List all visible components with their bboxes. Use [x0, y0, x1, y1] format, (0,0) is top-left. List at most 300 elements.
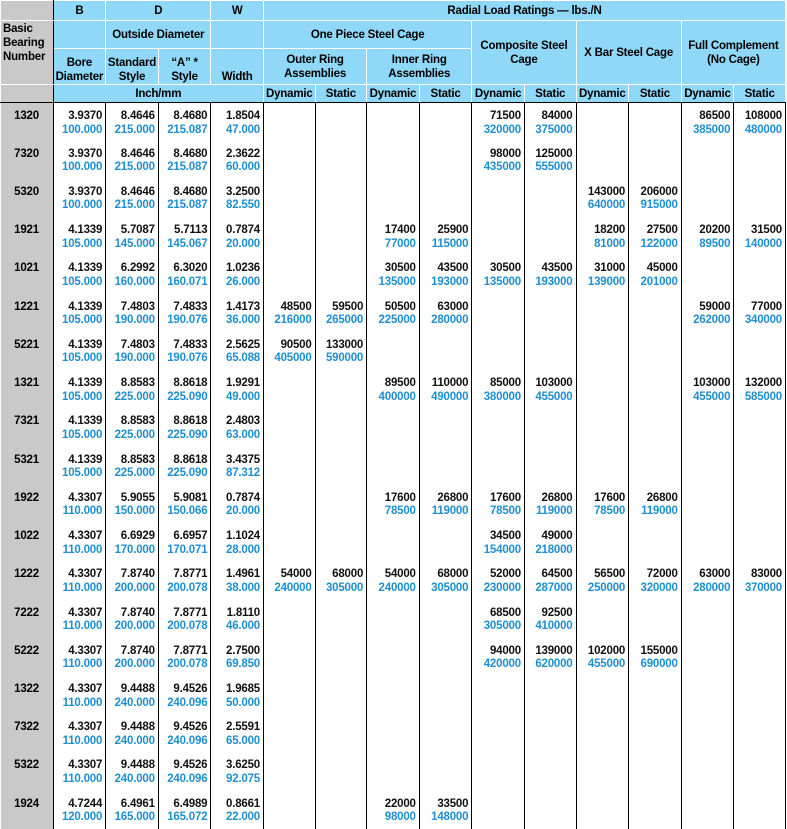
inner-dynamic-cell — [367, 332, 420, 370]
od-standard-cell — [106, 103, 159, 141]
bore-spacer — [53, 21, 106, 49]
od-a-style-cell — [158, 676, 211, 714]
imperial-value: 7.4803 — [120, 300, 155, 313]
metric-value: 150.066 — [167, 505, 208, 518]
full-static-cell — [734, 676, 786, 714]
imperial-value: 3.4375 — [226, 453, 260, 466]
inner-static-cell — [419, 255, 472, 293]
outer-dynamic-cell — [263, 447, 315, 485]
metric-value: 216000 — [274, 314, 312, 327]
od-a-style-cell — [158, 561, 211, 599]
metric-value: 305000 — [431, 581, 469, 594]
imperial-value: 43500 — [541, 262, 573, 275]
composite-dynamic-cell — [472, 370, 525, 408]
metric-value: 225000 — [378, 314, 416, 327]
composite-static-cell — [524, 523, 576, 561]
od-standard-cell — [106, 600, 159, 638]
full-dynamic-cell — [681, 179, 734, 217]
width-cell — [211, 217, 264, 255]
xbar-dynamic-cell — [576, 294, 629, 332]
metric-value: 77000 — [384, 237, 416, 250]
metric-value: 110.000 — [62, 620, 103, 633]
full-static-cell — [734, 485, 786, 523]
composite-static-cell — [524, 179, 576, 217]
bearing-number: 5222 — [1, 638, 54, 676]
imperial-value: 2.5625 — [226, 338, 260, 351]
table-row — [1, 103, 786, 141]
full-static-cell — [734, 447, 786, 485]
imperial-value: 7.4833 — [173, 300, 208, 313]
width-cell — [211, 523, 264, 561]
composite-dynamic-cell — [472, 103, 525, 141]
metric-value: 105.000 — [62, 390, 103, 403]
composite-static-cell — [524, 714, 576, 752]
od-standard-cell — [106, 638, 159, 676]
xbar-static-cell — [629, 791, 682, 829]
width-cell — [211, 103, 264, 141]
imperial-value: 17600 — [384, 491, 416, 504]
full-dynamic-cell — [681, 370, 734, 408]
imperial-value: 103000 — [535, 377, 573, 390]
metric-value: 22.000 — [226, 811, 260, 824]
od-standard-cell — [106, 217, 159, 255]
inner-static-header: Static — [419, 85, 472, 103]
metric-value: 340000 — [744, 314, 782, 327]
metric-value: 240.000 — [114, 772, 155, 785]
od-a-style-cell — [158, 523, 211, 561]
imperial-value: 8.8618 — [173, 377, 208, 390]
basic-header-word: Number — [3, 51, 46, 63]
imperial-value: 0.7874 — [226, 491, 260, 504]
composite-dynamic-cell — [472, 294, 525, 332]
outer-dynamic-cell — [263, 141, 315, 179]
xbar-dynamic-cell — [576, 408, 629, 446]
od-standard-cell — [106, 370, 159, 408]
imperial-value: 26800 — [437, 491, 469, 504]
basic-number-header-top — [1, 1, 54, 21]
outer-dynamic-cell — [263, 370, 315, 408]
outer-static-cell — [315, 791, 367, 829]
bore-cell — [53, 638, 106, 676]
outer-static-cell — [315, 217, 367, 255]
outer-static-cell — [315, 714, 367, 752]
imperial-value: 9.4526 — [173, 759, 208, 772]
metric-value: 154000 — [483, 543, 521, 556]
metric-value: 110.000 — [62, 658, 103, 671]
imperial-value: 9.4526 — [173, 683, 208, 696]
composite-static-cell — [524, 294, 576, 332]
xbar-dynamic-cell — [576, 600, 629, 638]
imperial-value: 4.3307 — [68, 491, 103, 504]
full-static-cell — [734, 332, 786, 370]
metric-value: 915000 — [640, 199, 678, 212]
od-a-style-cell — [158, 447, 211, 485]
outer-static-cell — [315, 676, 367, 714]
width-cell — [211, 791, 264, 829]
composite-static-cell — [524, 408, 576, 446]
inner-static-cell — [419, 179, 472, 217]
metric-value: 105.000 — [62, 467, 103, 480]
imperial-value: 139000 — [535, 644, 573, 657]
outer-static-cell — [315, 103, 367, 141]
inner-static-cell — [419, 791, 472, 829]
imperial-value: 4.1339 — [68, 453, 103, 466]
metric-value: 215.000 — [114, 123, 155, 136]
width-cell — [211, 600, 264, 638]
metric-value: 82.550 — [226, 199, 260, 212]
od-standard-cell — [106, 485, 159, 523]
metric-value: 193000 — [431, 275, 469, 288]
xbar-static-cell — [629, 179, 682, 217]
xbar-dynamic-cell — [576, 370, 629, 408]
metric-value: 160.000 — [114, 275, 155, 288]
metric-value: 200.078 — [167, 581, 208, 594]
imperial-value: 1.9291 — [226, 377, 260, 390]
imperial-value: 2.4803 — [226, 415, 260, 428]
full-static-cell — [734, 523, 786, 561]
imperial-value: 59500 — [332, 300, 364, 313]
outer-dynamic-cell — [263, 600, 315, 638]
bore-cell — [53, 141, 106, 179]
imperial-value: 63000 — [437, 300, 469, 313]
metric-value: 380000 — [483, 390, 521, 403]
metric-value: 110.000 — [62, 696, 103, 709]
imperial-value: 6.4961 — [120, 797, 155, 810]
xbar-dynamic-cell — [576, 523, 629, 561]
bore-cell — [53, 255, 106, 293]
outer-static-cell — [315, 332, 367, 370]
outer-static-cell — [315, 294, 367, 332]
inner-dynamic-cell — [367, 676, 420, 714]
imperial-value: 54000 — [280, 568, 312, 581]
xbar-dynamic-cell — [576, 714, 629, 752]
metric-value: 190.076 — [167, 314, 208, 327]
inner-static-cell — [419, 676, 472, 714]
bore-cell — [53, 294, 106, 332]
outside-diameter-header: Outside Diameter — [106, 21, 211, 49]
inner-dynamic-cell — [367, 447, 420, 485]
imperial-value: 30500 — [489, 262, 521, 275]
imperial-value: 206000 — [640, 185, 678, 198]
metric-value: 215.087 — [167, 161, 208, 174]
imperial-value: 45000 — [646, 262, 678, 275]
imperial-value: 34500 — [489, 530, 521, 543]
metric-value: 200.078 — [167, 620, 208, 633]
composite-dynamic-cell — [472, 141, 525, 179]
od-a-style-cell — [158, 217, 211, 255]
inner-static-cell — [419, 408, 472, 446]
od-a-style-cell — [158, 600, 211, 638]
imperial-value: 102000 — [587, 644, 626, 657]
bearing-number: 1922 — [1, 485, 54, 523]
metric-value: 215.000 — [114, 161, 155, 174]
basic-number-header-bottom — [1, 85, 54, 103]
imperial-value: 6.6957 — [173, 530, 208, 543]
xbar-dynamic-cell — [576, 103, 629, 141]
composite-dynamic-cell — [472, 179, 525, 217]
metric-value: 225.000 — [114, 390, 155, 403]
composite-static-cell — [524, 752, 576, 790]
od-standard-cell — [106, 752, 159, 790]
composite-dynamic-cell — [472, 676, 525, 714]
inner-dynamic-cell — [367, 791, 420, 829]
metric-value: 455000 — [587, 658, 626, 671]
metric-value: 265000 — [325, 314, 364, 327]
metric-value: 280000 — [431, 314, 469, 327]
metric-value: 110.000 — [62, 581, 103, 594]
imperial-value: 1.8504 — [226, 110, 260, 122]
imperial-value: 6.4989 — [173, 797, 208, 810]
full-static-cell — [734, 217, 786, 255]
full-dynamic-cell — [681, 714, 734, 752]
od-standard-cell — [106, 714, 159, 752]
width-cell — [211, 638, 264, 676]
metric-value: 165.072 — [167, 811, 208, 824]
outer-dynamic-cell — [263, 561, 315, 599]
metric-value: 50.000 — [226, 696, 260, 709]
inner-static-cell — [419, 447, 472, 485]
bearing-number: 7320 — [1, 141, 54, 179]
metric-value: 490000 — [431, 390, 469, 403]
imperial-value: 7.4833 — [173, 338, 208, 351]
d-header: D — [106, 1, 211, 21]
metric-value: 160.071 — [167, 275, 208, 288]
metric-value: 455000 — [535, 390, 573, 403]
metric-value: 145.067 — [167, 237, 208, 250]
bearing-number: 1921 — [1, 217, 54, 255]
composite-static-cell — [524, 676, 576, 714]
inner-static-cell — [419, 217, 472, 255]
full-static-cell — [734, 255, 786, 293]
full-dynamic-cell — [681, 485, 734, 523]
full-dynamic-cell — [681, 103, 734, 141]
od-a-style-cell — [158, 332, 211, 370]
metric-value: 200.078 — [167, 658, 208, 671]
metric-value: 400000 — [378, 390, 416, 403]
imperial-value: 90500 — [280, 338, 312, 351]
table-row — [1, 217, 786, 255]
metric-value: 555000 — [535, 161, 573, 174]
metric-value: 200.000 — [114, 581, 155, 594]
full-static-cell — [734, 561, 786, 599]
metric-value: 320000 — [483, 123, 521, 136]
bearing-number: 5221 — [1, 332, 54, 370]
width-cell — [211, 485, 264, 523]
inner-dynamic-cell — [367, 370, 420, 408]
table-row — [1, 676, 786, 714]
inner-ring-header: Inner Ring Assemblies — [367, 49, 472, 85]
width-cell — [211, 332, 264, 370]
outer-dynamic-cell — [263, 217, 315, 255]
imperial-value: 4.3307 — [68, 530, 103, 543]
metric-value: 46.000 — [226, 620, 260, 633]
imperial-value: 8.4680 — [173, 147, 208, 160]
imperial-value: 71500 — [489, 110, 521, 122]
bore-cell — [53, 332, 106, 370]
metric-value: 81000 — [594, 237, 626, 250]
imperial-value: 8.4646 — [120, 147, 155, 160]
metric-value: 78500 — [489, 505, 521, 518]
imperial-value: 4.3307 — [68, 568, 103, 581]
metric-value: 190.076 — [167, 352, 208, 365]
od-a-style-cell — [158, 408, 211, 446]
metric-value: 250000 — [587, 581, 626, 594]
od-a-style-cell — [158, 638, 211, 676]
width-cell — [211, 447, 264, 485]
metric-value: 110.000 — [62, 734, 103, 747]
outer-dynamic-cell — [263, 638, 315, 676]
metric-value: 240.096 — [167, 734, 208, 747]
composite-dynamic-cell — [472, 523, 525, 561]
xbar-static-cell — [629, 294, 682, 332]
xbar-static-cell — [629, 103, 682, 141]
imperial-value: 8.8618 — [173, 415, 208, 428]
xbar-static-cell — [629, 676, 682, 714]
full-static-cell — [734, 600, 786, 638]
full-dynamic-cell — [681, 752, 734, 790]
full-dynamic-cell — [681, 791, 734, 829]
metric-value: 435000 — [483, 161, 521, 174]
table-row — [1, 255, 786, 293]
xbar-static-cell — [629, 332, 682, 370]
metric-value: 215.087 — [167, 199, 208, 212]
outer-dynamic-cell — [263, 791, 315, 829]
bore-cell — [53, 408, 106, 446]
imperial-value: 17400 — [384, 224, 416, 237]
full-static-cell — [734, 638, 786, 676]
imperial-value: 17600 — [489, 491, 521, 504]
metric-value: 47.000 — [226, 123, 260, 136]
basic-header-word: Bearing — [3, 37, 45, 49]
full-dynamic-cell — [681, 255, 734, 293]
od-standard-cell — [106, 523, 159, 561]
inner-dynamic-cell — [367, 485, 420, 523]
bearing-number: 7321 — [1, 408, 54, 446]
od-a-style-cell — [158, 791, 211, 829]
bore-cell — [53, 600, 106, 638]
metric-value: 135000 — [378, 275, 416, 288]
od-a-style-cell — [158, 179, 211, 217]
table-row — [1, 408, 786, 446]
metric-value: 240000 — [378, 581, 416, 594]
metric-value: 122000 — [640, 237, 678, 250]
composite-static-cell — [524, 255, 576, 293]
composite-static-cell — [524, 638, 576, 676]
composite-cage-header: Composite Steel Cage — [472, 21, 576, 85]
metric-value: 139000 — [587, 275, 626, 288]
xbar-cage-header: X Bar Steel Cage — [576, 21, 681, 85]
od-a-style-cell — [158, 103, 211, 141]
od-standard-cell — [106, 447, 159, 485]
standard-style-header: Standard Style — [106, 49, 159, 85]
imperial-value: 1.4173 — [226, 300, 260, 313]
bearing-number: 7222 — [1, 600, 54, 638]
imperial-value: 17600 — [594, 491, 626, 504]
metric-value: 78500 — [594, 505, 626, 518]
bearing-number: 1022 — [1, 523, 54, 561]
imperial-value: 9.4526 — [173, 721, 208, 734]
composite-dynamic-cell — [472, 791, 525, 829]
bearing-number: 1321 — [1, 370, 54, 408]
inner-static-cell — [419, 600, 472, 638]
full-dynamic-cell — [681, 561, 734, 599]
inner-dynamic-cell — [367, 217, 420, 255]
metric-value: 119000 — [641, 505, 678, 518]
composite-static-cell — [524, 791, 576, 829]
metric-value: 240.096 — [167, 696, 208, 709]
metric-value: 36.000 — [226, 314, 260, 327]
inner-dynamic-cell — [367, 103, 420, 141]
xbar-static-cell — [629, 714, 682, 752]
imperial-value: 132000 — [744, 377, 782, 390]
od-a-style-cell — [158, 714, 211, 752]
outer-static-cell — [315, 600, 367, 638]
imperial-value: 9.4488 — [120, 721, 155, 734]
metric-value: 420000 — [483, 658, 521, 671]
imperial-value: 27500 — [646, 224, 678, 237]
xbar-static-cell — [629, 447, 682, 485]
full-dynamic-header: Dynamic — [681, 85, 734, 103]
imperial-value: 68000 — [437, 568, 469, 581]
metric-value: 280000 — [693, 581, 731, 594]
xbar-dynamic-cell — [576, 255, 629, 293]
imperial-value: 7.8740 — [120, 606, 155, 619]
outer-dynamic-header: Dynamic — [263, 85, 315, 103]
outer-static-cell — [315, 255, 367, 293]
imperial-value: 2.5591 — [226, 721, 260, 734]
composite-dynamic-header: Dynamic — [472, 85, 525, 103]
a-style-header: “A” * Style — [158, 49, 211, 85]
od-standard-cell — [106, 255, 159, 293]
full-static-cell — [734, 103, 786, 141]
metric-value: 100.000 — [62, 123, 103, 136]
composite-static-header: Static — [524, 85, 576, 103]
outer-static-cell — [315, 638, 367, 676]
imperial-value: 8.8618 — [173, 453, 208, 466]
width-cell — [211, 561, 264, 599]
metric-value: 240.000 — [114, 696, 155, 709]
bore-cell — [53, 791, 106, 829]
metric-value: 20.000 — [226, 237, 260, 250]
full-static-cell — [734, 179, 786, 217]
imperial-value: 8.4646 — [120, 185, 155, 198]
metric-value: 370000 — [744, 581, 782, 594]
od-standard-cell — [106, 408, 159, 446]
outer-dynamic-cell — [263, 485, 315, 523]
imperial-value: 8.8583 — [120, 415, 155, 428]
w-header: W — [211, 1, 264, 21]
xbar-static-cell — [629, 255, 682, 293]
imperial-value: 6.6929 — [120, 530, 155, 543]
composite-static-cell — [524, 561, 576, 599]
imperial-value: 6.2992 — [120, 262, 155, 275]
xbar-dynamic-cell — [576, 141, 629, 179]
imperial-value: 7.8740 — [120, 644, 155, 657]
imperial-value: 26800 — [541, 491, 573, 504]
metric-value: 100.000 — [62, 161, 103, 174]
imperial-value: 63000 — [699, 568, 731, 581]
bearing-number: 5320 — [1, 179, 54, 217]
imperial-value: 56500 — [594, 568, 626, 581]
inner-static-cell — [419, 103, 472, 141]
metric-value: 115000 — [431, 237, 469, 250]
metric-value: 225.000 — [114, 467, 155, 480]
metric-value: 140000 — [744, 237, 782, 250]
bore-cell — [53, 523, 106, 561]
imperial-value: 103000 — [693, 377, 731, 390]
bearing-number: 1320 — [1, 103, 54, 141]
od-standard-cell — [106, 561, 159, 599]
